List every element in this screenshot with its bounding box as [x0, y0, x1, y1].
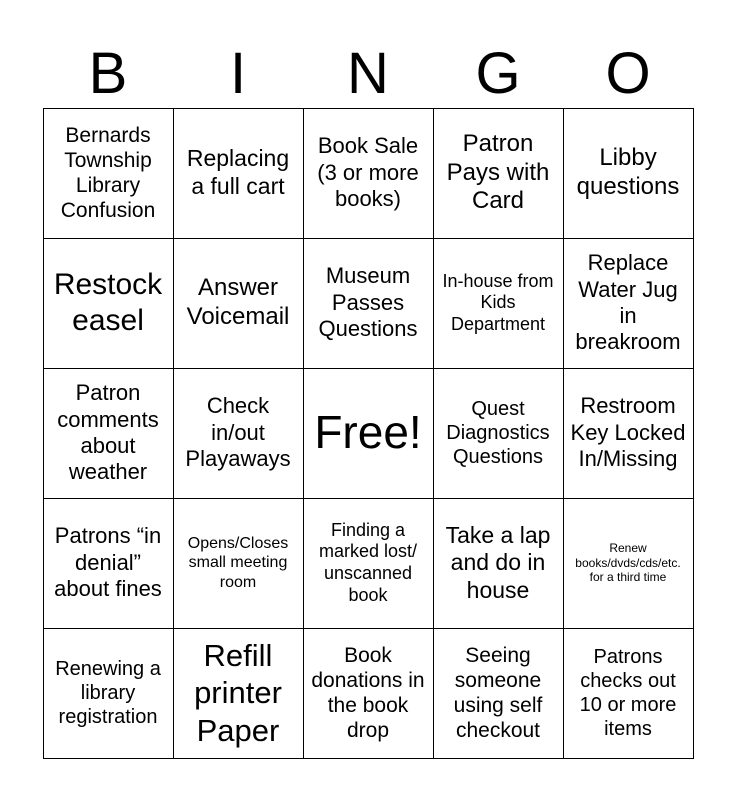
cell-text: Patrons checks out 10 or more items — [579, 646, 677, 740]
cell-text: Bernards Township Library Confusion — [60, 123, 156, 223]
header-letter-i: I — [229, 41, 247, 106]
cell-text: Libby questions — [576, 144, 680, 200]
bingo-grid — [43, 108, 693, 757]
cell-text: Patron comments about weather — [57, 380, 159, 485]
bingo-cell[interactable] — [563, 238, 694, 369]
cell-text: Check in/out Playaways — [185, 393, 291, 472]
bingo-cell[interactable] — [43, 498, 174, 629]
cell-text: Seeing someone using self checkout — [453, 643, 543, 743]
bingo-cell[interactable] — [173, 108, 304, 239]
cell-text: Patron Pays with Card — [446, 129, 550, 215]
bingo-cell[interactable] — [43, 368, 174, 499]
bingo-cell[interactable] — [43, 238, 174, 369]
bingo-cell[interactable] — [173, 628, 304, 759]
cell-text: Answer Voicemail — [186, 274, 290, 330]
bingo-cell[interactable] — [563, 498, 694, 629]
cell-text: Take a lap and do in house — [445, 521, 551, 603]
header-letter-o: O — [605, 41, 651, 106]
bingo-header — [43, 40, 693, 108]
cell-text: Renew books/dvds/cds/etc. for a third time — [575, 541, 681, 585]
bingo-cell[interactable] — [433, 238, 564, 369]
bingo-cell[interactable] — [433, 368, 564, 499]
cell-text: Book Sale (3 or more books) — [317, 133, 419, 212]
cell-text: Restroom Key Locked In/Missing — [570, 393, 686, 472]
cell-text: In-house from Kids Department — [442, 270, 554, 334]
bingo-cell[interactable] — [563, 108, 694, 239]
bingo-cell[interactable] — [173, 238, 304, 369]
bingo-cell[interactable] — [303, 498, 434, 629]
cell-text: Opens/Closes small meeting room — [187, 535, 289, 591]
cell-text: Refill printer Paper — [194, 638, 282, 748]
free-space-cell[interactable] — [303, 368, 434, 499]
bingo-cell[interactable] — [433, 498, 564, 629]
header-letter-g: G — [475, 41, 521, 106]
bingo-cell[interactable] — [433, 628, 564, 759]
bingo-cell[interactable] — [173, 498, 304, 629]
cell-text: Patrons “in denial” about fines — [54, 523, 162, 602]
bingo-cell[interactable] — [563, 368, 694, 499]
cell-text: Restock easel — [53, 268, 163, 337]
bingo-cell[interactable] — [563, 628, 694, 759]
bingo-cell[interactable] — [43, 628, 174, 759]
bingo-cell[interactable] — [43, 108, 174, 239]
header-letter-n: N — [347, 41, 389, 106]
cell-text: Book donations in the book drop — [311, 643, 425, 743]
bingo-cell[interactable] — [303, 238, 434, 369]
cell-text: Renewing a library registration — [55, 658, 161, 728]
free-space-text: Free! — [314, 406, 422, 459]
bingo-cell[interactable] — [303, 108, 434, 239]
bingo-cell[interactable] — [173, 368, 304, 499]
cell-text: Museum Passes Questions — [318, 263, 418, 342]
cell-text: Finding a marked lost/ unscanned book — [318, 519, 418, 605]
cell-text: Replace Water Jug in breakroom — [575, 250, 681, 355]
bingo-cell[interactable] — [433, 108, 564, 239]
cell-text: Replacing a full cart — [186, 145, 290, 199]
bingo-cell[interactable] — [303, 628, 434, 759]
cell-text: Quest Diagnostics Questions — [446, 398, 550, 468]
header-letter-b: B — [88, 41, 128, 106]
